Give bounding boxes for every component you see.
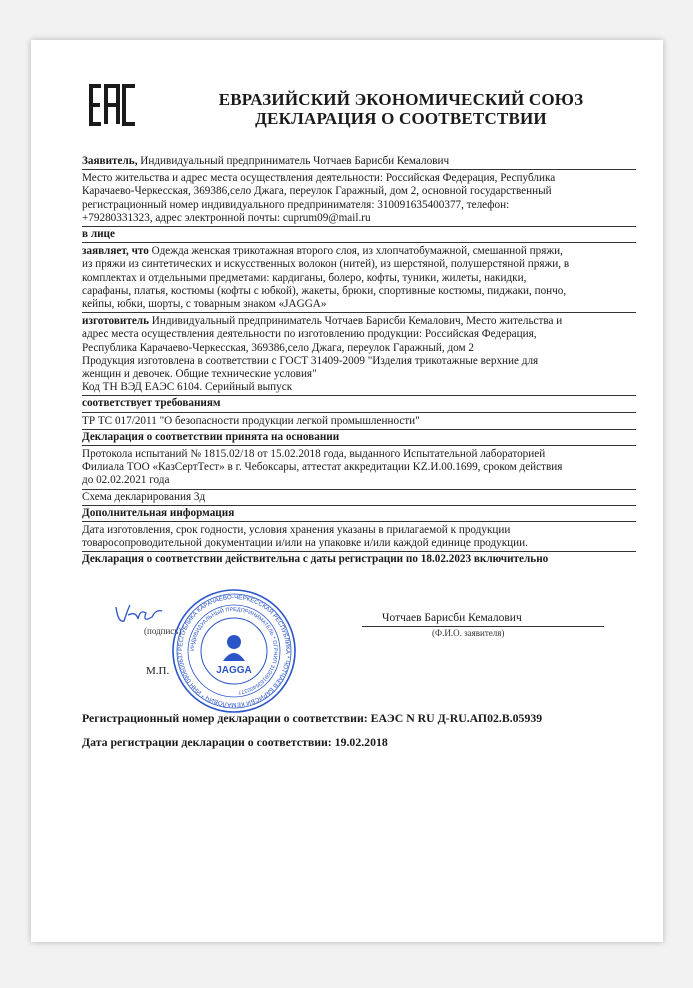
divider [82,445,636,446]
basis-section [82,447,636,488]
manufacturer-label: изготовитель [82,315,149,328]
text-line: из пряжи из синтетических и искусственных волокон (нитей), из шерстяной, полушерстяной пряжи, в [82,258,570,271]
applicant-label: Заявитель, [82,155,138,167]
requirements-text: ТР ТС 017/2011 "О безопасности продукции легкой промышленности" [82,414,420,427]
declares-label: заявляет, что [82,245,149,258]
additional-label: Дополнительная информация [82,506,235,519]
text-line: Индивидуальный предприниматель Чотчаев Барисби Кемалович, Место жительства и [149,315,563,328]
text-line: Республика Карачаево-Черкесская, 369386,село Джага, переулок Гаражный, дом 2 [82,341,475,354]
declaration-body [82,155,636,567]
basis-label: Декларация о соответствии принята на основании [82,430,340,443]
text-line: Филиала ТОО «КазСертТест» в г. Чебоксары, аттестат аккредитации KZ.И.00.1699, сроком действия [82,461,563,474]
applicant-address [82,171,636,225]
text-line: товаросопроводительной документации и/или на упаковке и/или каждой единице продукции. [82,537,528,550]
divider [82,505,636,506]
divider [82,169,636,170]
declares-section [82,244,636,311]
text-line: Одежда женская трикотажная второго слоя, из хлопчатобумажной, смешанной пряжи, [148,245,563,258]
in-person-label: в лице [82,228,115,241]
divider [82,312,636,313]
company-stamp [170,587,298,715]
stamp-ring-text: РЕСПУБЛИКА КАРАЧАЕВО-ЧЕРКЕССКАЯ РЕСПУБЛИКА * ЧОТЧАЕВ БАРИСБИ КЕМАЛОВИЧ * ИНН 090600637 [176,593,292,709]
text-line: Продукция изготовлена в соответствии с ГОСТ 31409-2009 "Изделия трикотажные верхние для [82,354,539,367]
fio-caption: (Ф.И.О. заявителя) [432,628,505,638]
text-line: Карачаево-Черкесская, 369386,село Джага, переулок Гаражный, дом 2, основной государственный [82,185,552,198]
divider [82,395,636,396]
text-line: Место жительства и адрес места осуществления деятельности: Российская Федерация, Республика [82,172,556,185]
divider [82,412,636,413]
document-header [161,90,641,128]
signature-rule [362,626,604,627]
text-line: сарафаны, платья, костюмы (кофты с юбкой), жакеты, брюки, спортивные костюмы, пиджаки, пончо, [82,284,567,297]
stamp-place-label: М.П. [146,665,170,677]
text-line: Протокола испытаний № 1815.02/18 от 15.02.2018 года, выданного Испытательной лабораторией [82,448,546,461]
applicant-name: Индивидуальный предприниматель Чотчаев Барисби Кемалович [137,155,450,167]
divider [82,521,636,522]
signature-caption: (подпись) [144,626,182,636]
applicant-signature-name: Чотчаев Барисби Кемалович [382,612,522,624]
registration-date: Дата регистрации декларации о соответствии: 19.02.2018 [82,735,388,749]
divider [82,551,636,552]
applicant-line [82,155,636,168]
divider [82,429,636,430]
registration-number: Регистрационный номер декларации о соответствии: ЕАЭС N RU Д-RU.АП02.В.05939 [82,711,543,725]
divider [82,489,636,490]
header-title: ДЕКЛАРАЦИЯ О СООТВЕТСТВИИ [255,109,547,128]
text-line: адрес места осуществления деятельности по изготовлению продукции: Российская Федерация, [82,328,537,341]
header-union: ЕВРАЗИЙСКИЙ ЭКОНОМИЧЕСКИЙ СОЮЗ [218,90,584,109]
text-line: комплектах и отдельными предметами: кардиганы, болеро, кофты, туники, жилеты, накидки, [82,271,527,284]
text-line: +79280331323, адрес электронной почты: cuprum09@mail.ru [82,211,371,224]
signature-area [82,595,636,710]
text-line: Код ТН ВЭД ЕАЭС 6104. Серийный выпуск [82,381,293,394]
stamp-brand: JAGGA [216,665,252,676]
text-line: Дата изготовления, срок годности, условия хранения указаны в прилагаемой к продукции [82,524,511,537]
validity-text: Декларация о соответствии действительна с даты регистрации по 18.02.2023 включительно [82,553,549,566]
eac-logo [87,82,139,128]
text-line: женщин и девочек. Общие технические условия" [82,368,317,381]
text-line: кейпы, юбки, шорты, с товарным знаком «JAGGA» [82,298,327,311]
scheme-text: Схема декларирования 3д [82,490,206,503]
manufacturer-section [82,314,636,394]
additional-section [82,523,636,550]
text-line: до 02.02.2021 года [82,474,170,487]
stamp-inner-text: ИНДИВИДУАЛЬНЫЙ ПРЕДПРИНИМАТЕЛЬ * ОГРНИП 310091635400377 [189,606,279,695]
divider [82,226,636,227]
divider [82,242,636,243]
requirements-label: соответствует требованиям [82,397,221,410]
text-line: регистрационный номер индивидуального предпринимателя: 310091635400377, телефон: [82,198,510,211]
declaration-sheet [31,40,663,942]
